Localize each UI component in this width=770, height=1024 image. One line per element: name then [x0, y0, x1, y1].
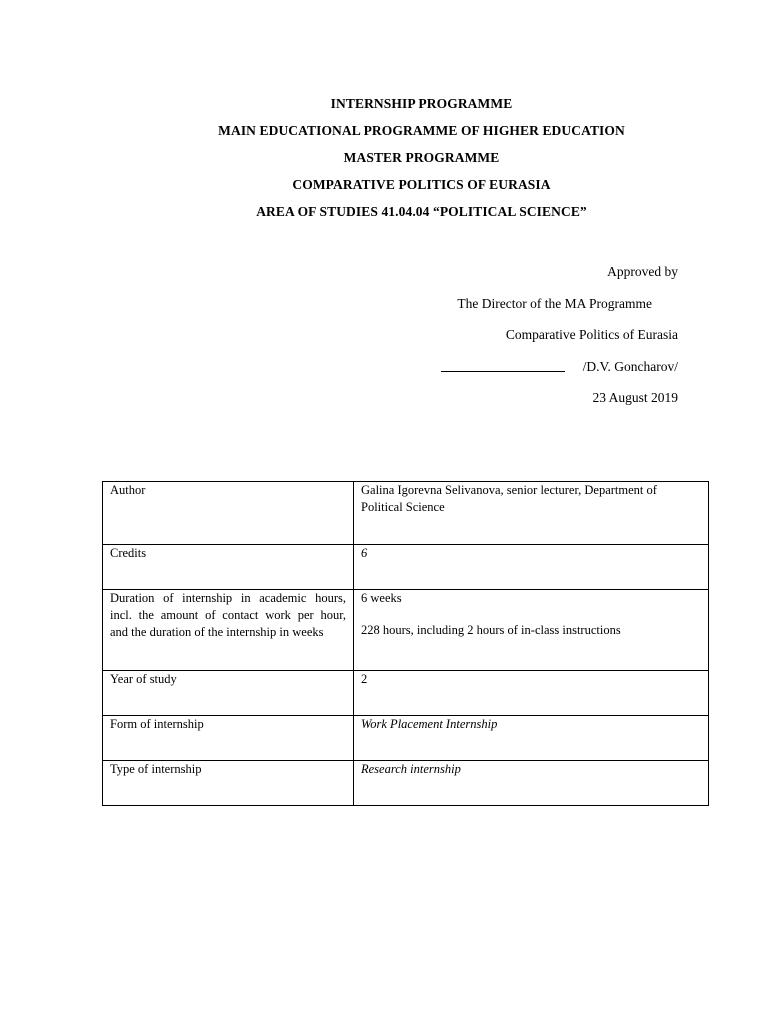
form-value: Work Placement Internship [354, 716, 709, 761]
year-value: 2 [354, 671, 709, 716]
author-label: Author [103, 482, 354, 545]
author-value: Galina Igorevna Selivanova, senior lecturer, Department of Political Science [354, 482, 709, 545]
programme-name: Comparative Politics of Eurasia [505, 327, 678, 342]
duration-label-line-2: incl. the amount of contact work per hour, [110, 608, 346, 622]
duration-spacer [361, 607, 701, 622]
internship-info-table [102, 481, 709, 806]
type-label: Type of internship [103, 761, 354, 806]
approved-by-label: Approved by [607, 264, 678, 279]
table-row-author [103, 482, 709, 545]
table-row-duration [103, 590, 709, 671]
duration-value [354, 590, 709, 671]
duration-label [103, 590, 354, 671]
duration-hours: 228 hours, including 2 hours of in-class instructions [361, 623, 621, 637]
signature-blank-line [441, 359, 565, 372]
director-title: The Director of the MA Programme [457, 295, 652, 311]
table-row-year [103, 671, 709, 716]
heading-line-area-of-studies: AREA OF STUDIES 41.04.04 “POLITICAL SCIENCE” [256, 204, 587, 219]
document-heading [0, 96, 770, 231]
heading-line-main-educational-programme: MAIN EDUCATIONAL PROGRAMME OF HIGHER EDUCATION [218, 123, 625, 138]
credits-value: 6 [354, 545, 709, 590]
table-row-credits [103, 545, 709, 590]
heading-line-master-programme: MASTER PROGRAMME [343, 150, 500, 165]
form-label: Form of internship [103, 716, 354, 761]
table-row-form [103, 716, 709, 761]
duration-weeks: 6 weeks [361, 591, 402, 605]
duration-label-line-1: Duration of internship in academic hours, [110, 591, 346, 605]
signatory-name: /D.V. Goncharov/ [582, 358, 678, 374]
approval-date: 23 August 2019 [592, 390, 678, 405]
table-row-type [103, 761, 709, 806]
credits-label: Credits [103, 545, 354, 590]
duration-label-line-3: and the duration of the internship in weeks [110, 625, 324, 639]
type-value: Research internship [354, 761, 709, 806]
heading-line-internship-programme: INTERNSHIP PROGRAMME [330, 96, 513, 111]
year-label: Year of study [103, 671, 354, 716]
heading-line-programme-title: COMPARATIVE POLITICS OF EURASIA [292, 177, 551, 192]
approval-block [441, 264, 678, 422]
signature-row [441, 359, 678, 391]
